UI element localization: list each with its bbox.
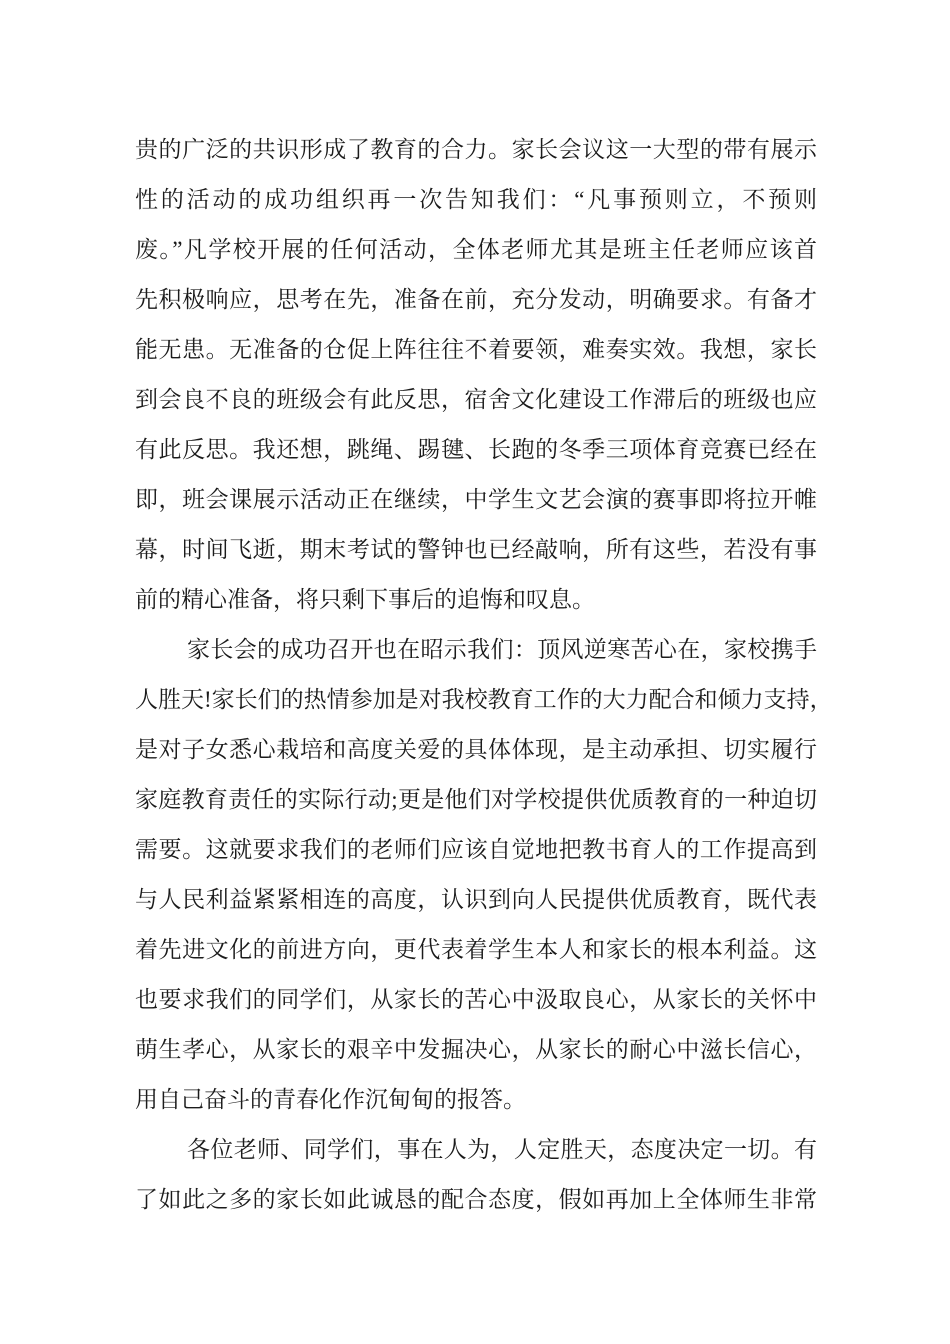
text-line: 着先进文化的前进方向，更代表着学生本人和家长的根本利益。这 (135, 937, 817, 962)
text-line: 先积极响应，思考在先，准备在前，充分发动，明确要求。有备才 (135, 287, 817, 312)
text-line: 性的活动的成功组织再一次告知我们：“凡事预则立，不预则 (135, 187, 817, 212)
text-line: 用自己奋斗的青春化作沉甸甸的报答。 (135, 1087, 526, 1112)
paragraph (135, 1125, 817, 1225)
text-line: 萌生孝心，从家长的艰辛中发掘决心，从家长的耐心中滋长信心， (135, 1037, 817, 1062)
text-line: 需要。这就要求我们的老师们应该自觉地把教书育人的工作提高到 (135, 837, 817, 862)
text-line: 也要求我们的同学们，从家长的苦心中汲取良心，从家长的关怀中 (135, 987, 817, 1012)
text-line: 到会良不良的班级会有此反思，宿舍文化建设工作滞后的班级也应 (135, 387, 817, 412)
text-line: 人胜天!家长们的热情参加是对我校教育工作的大力配合和倾力支持， (135, 687, 833, 712)
text-line: 了如此之多的家长如此诚恳的配合态度，假如再加上全体师生非常 (135, 1187, 817, 1212)
text-line: 家庭教育责任的实际行动;更是他们对学校提供优质教育的一种迫切 (135, 787, 817, 812)
text-line: 幕，时间飞逝，期末考试的警钟也已经敲响，所有这些，若没有事 (135, 537, 817, 562)
paragraph (135, 625, 833, 1125)
text-line: 能无患。无准备的仓促上阵往往不着要领，难奏实效。我想，家长 (135, 337, 817, 362)
text-line: 各位老师、同学们，事在人为，人定胜天，态度决定一切。有 (187, 1137, 817, 1162)
text-line: 贵的广泛的共识形成了教育的合力。家长会议这一大型的带有展示 (135, 137, 817, 162)
text-line: 有此反思。我还想，跳绳、踢毽、长跑的冬季三项体育竞赛已经在 (135, 437, 817, 462)
text-line: 即，班会课展示活动正在继续，中学生文艺会演的赛事即将拉开帷 (135, 487, 817, 512)
paragraph (135, 125, 817, 625)
text-line: 是对子女悉心栽培和高度关爱的具体体现，是主动承担、切实履行 (135, 737, 817, 762)
text-line: 与人民利益紧紧相连的高度，认识到向人民提供优质教育，既代表 (135, 887, 817, 912)
text-line: 废。”凡学校开展的任何活动，全体老师尤其是班主任老师应该首 (135, 237, 817, 262)
text-line: 家长会的成功召开也在昭示我们：顶风逆寒苦心在，家校携手 (187, 637, 817, 662)
text-line: 前的精心准备，将只剩下事后的追悔和叹息。 (135, 587, 595, 612)
